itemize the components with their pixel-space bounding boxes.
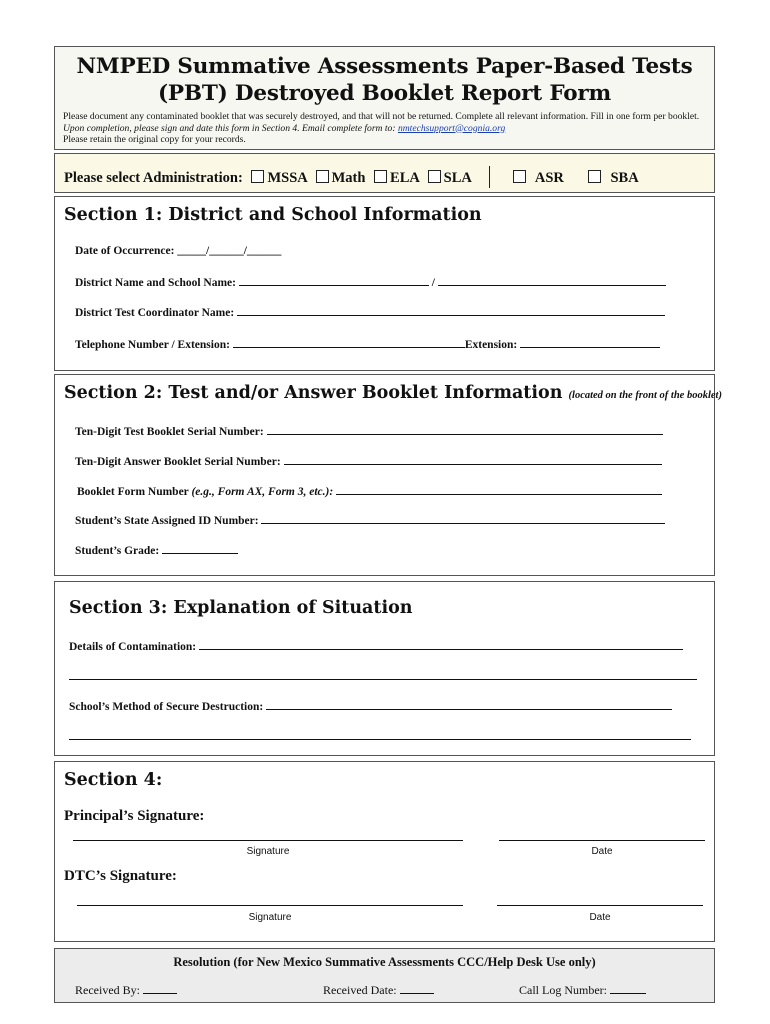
test-serial-field[interactable]	[75, 424, 663, 438]
destruction-method-line-2[interactable]	[69, 729, 691, 743]
dtc-signature-line[interactable]	[77, 905, 463, 906]
received-by-field[interactable]	[75, 983, 177, 998]
support-email-link[interactable]: nmtechsupport@cognia.org	[397, 122, 506, 134]
option-mssa: MSSA	[267, 170, 307, 186]
student-id-label: Student’s State Assigned ID Number:	[75, 515, 259, 527]
dtc-date-caption: Date	[589, 912, 611, 923]
extension-label: Extension:	[464, 339, 518, 351]
principal-signature-caption: Signature	[246, 846, 290, 857]
checkbox-mssa[interactable]	[251, 170, 264, 183]
district-label: District Name and School Name:	[75, 277, 236, 289]
option-sla: SLA	[443, 170, 472, 186]
dtc-name-field[interactable]	[75, 305, 665, 319]
section-1-title: Section 1: District and School Information	[64, 205, 482, 225]
test-serial-label: Ten-Digit Test Booklet Serial Number:	[75, 426, 264, 438]
principal-date-line[interactable]	[499, 840, 705, 841]
option-math: Math	[331, 170, 366, 186]
resolution-box	[54, 948, 715, 1003]
dtc-label: District Test Coordinator Name:	[75, 307, 235, 319]
contamination-details-line-2[interactable]	[69, 669, 697, 683]
title-line-1: NMPED Summative Assessments Paper-Based Tests	[76, 54, 693, 79]
answer-serial-field[interactable]	[75, 454, 662, 468]
section-4-title: Section 4:	[64, 770, 163, 790]
checkbox-ela[interactable]	[374, 170, 387, 183]
contamination-details-field[interactable]	[69, 639, 683, 653]
section-2-title	[64, 383, 722, 403]
principal-signature-label: Principal’s Signature:	[64, 808, 205, 824]
dtc-signature-label: DTC’s Signature:	[64, 868, 177, 884]
administration-label: Please select Administration:	[64, 170, 243, 186]
option-ela: ELA	[390, 170, 420, 186]
form-header	[54, 46, 715, 150]
destruction-method-field[interactable]	[69, 699, 672, 713]
instructions-text-1: Please document any contaminated booklet that was securely destroyed, and that will not be returned. Complete all relevant information. Fill in one form per booklet.	[63, 111, 700, 122]
title-line-2: (PBT) Destroyed Booklet Report Form	[157, 81, 612, 106]
date-label: Date of Occurrence: _____/______/______	[75, 245, 282, 257]
option-asr: ASR	[534, 170, 564, 186]
resolution-title: Resolution (for New Mexico Summative Assessments CCC/Help Desk Use only)	[173, 955, 596, 969]
form-example: (e.g., Form AX, Form 3, etc.):	[191, 486, 334, 498]
received-date-label: Received Date:	[323, 983, 397, 997]
grade-label: Student’s Grade:	[75, 545, 160, 557]
section-2-note: (located on the front of the booklet)	[568, 390, 722, 401]
section-4	[54, 761, 715, 942]
call-log-label: Call Log Number:	[519, 983, 607, 997]
section-2	[54, 374, 722, 576]
option-sba: SBA	[610, 170, 639, 186]
booklet-form-field[interactable]	[77, 484, 662, 498]
details-label: Details of Contamination:	[69, 641, 197, 653]
section-1	[54, 196, 715, 371]
administration-selector	[54, 153, 715, 193]
section-3-title: Section 3: Explanation of Situation	[69, 598, 413, 618]
checkbox-sba[interactable]	[588, 170, 601, 183]
method-label: School’s Method of Secure Destruction:	[69, 701, 264, 713]
received-by-label: Received By:	[75, 983, 140, 997]
student-id-field[interactable]	[75, 513, 665, 527]
instructions	[63, 111, 706, 146]
form-label: Booklet Form Number	[77, 486, 189, 498]
telephone-field[interactable]	[75, 337, 660, 351]
date-of-occurrence-field[interactable]	[75, 245, 281, 257]
received-date-field[interactable]	[323, 983, 434, 998]
dtc-signature-caption: Signature	[248, 912, 292, 923]
instructions-italic: Upon completion, please sign and date this form in Section 4. Email complete form to:	[63, 122, 396, 134]
call-log-field[interactable]	[519, 983, 646, 998]
option-divider	[489, 166, 491, 188]
district-school-field[interactable]: District Name and School Name: /	[75, 275, 666, 289]
instructions-text-2: Please retain the original copy for your records.	[63, 134, 246, 145]
dtc-date-line[interactable]	[497, 905, 703, 906]
checkbox-sla[interactable]	[428, 170, 441, 183]
checkbox-math[interactable]	[316, 170, 329, 183]
section-3	[54, 581, 715, 756]
answer-serial-label: Ten-Digit Answer Booklet Serial Number:	[75, 456, 281, 468]
phone-label: Telephone Number / Extension:	[75, 339, 230, 351]
student-grade-field[interactable]	[75, 543, 238, 557]
checkbox-asr[interactable]	[513, 170, 526, 183]
principal-signature-line[interactable]	[73, 840, 463, 841]
form-title	[55, 53, 714, 107]
section-2-title-text: Section 2: Test and/or Answer Booklet Information	[64, 383, 563, 403]
principal-date-caption: Date	[591, 846, 613, 857]
